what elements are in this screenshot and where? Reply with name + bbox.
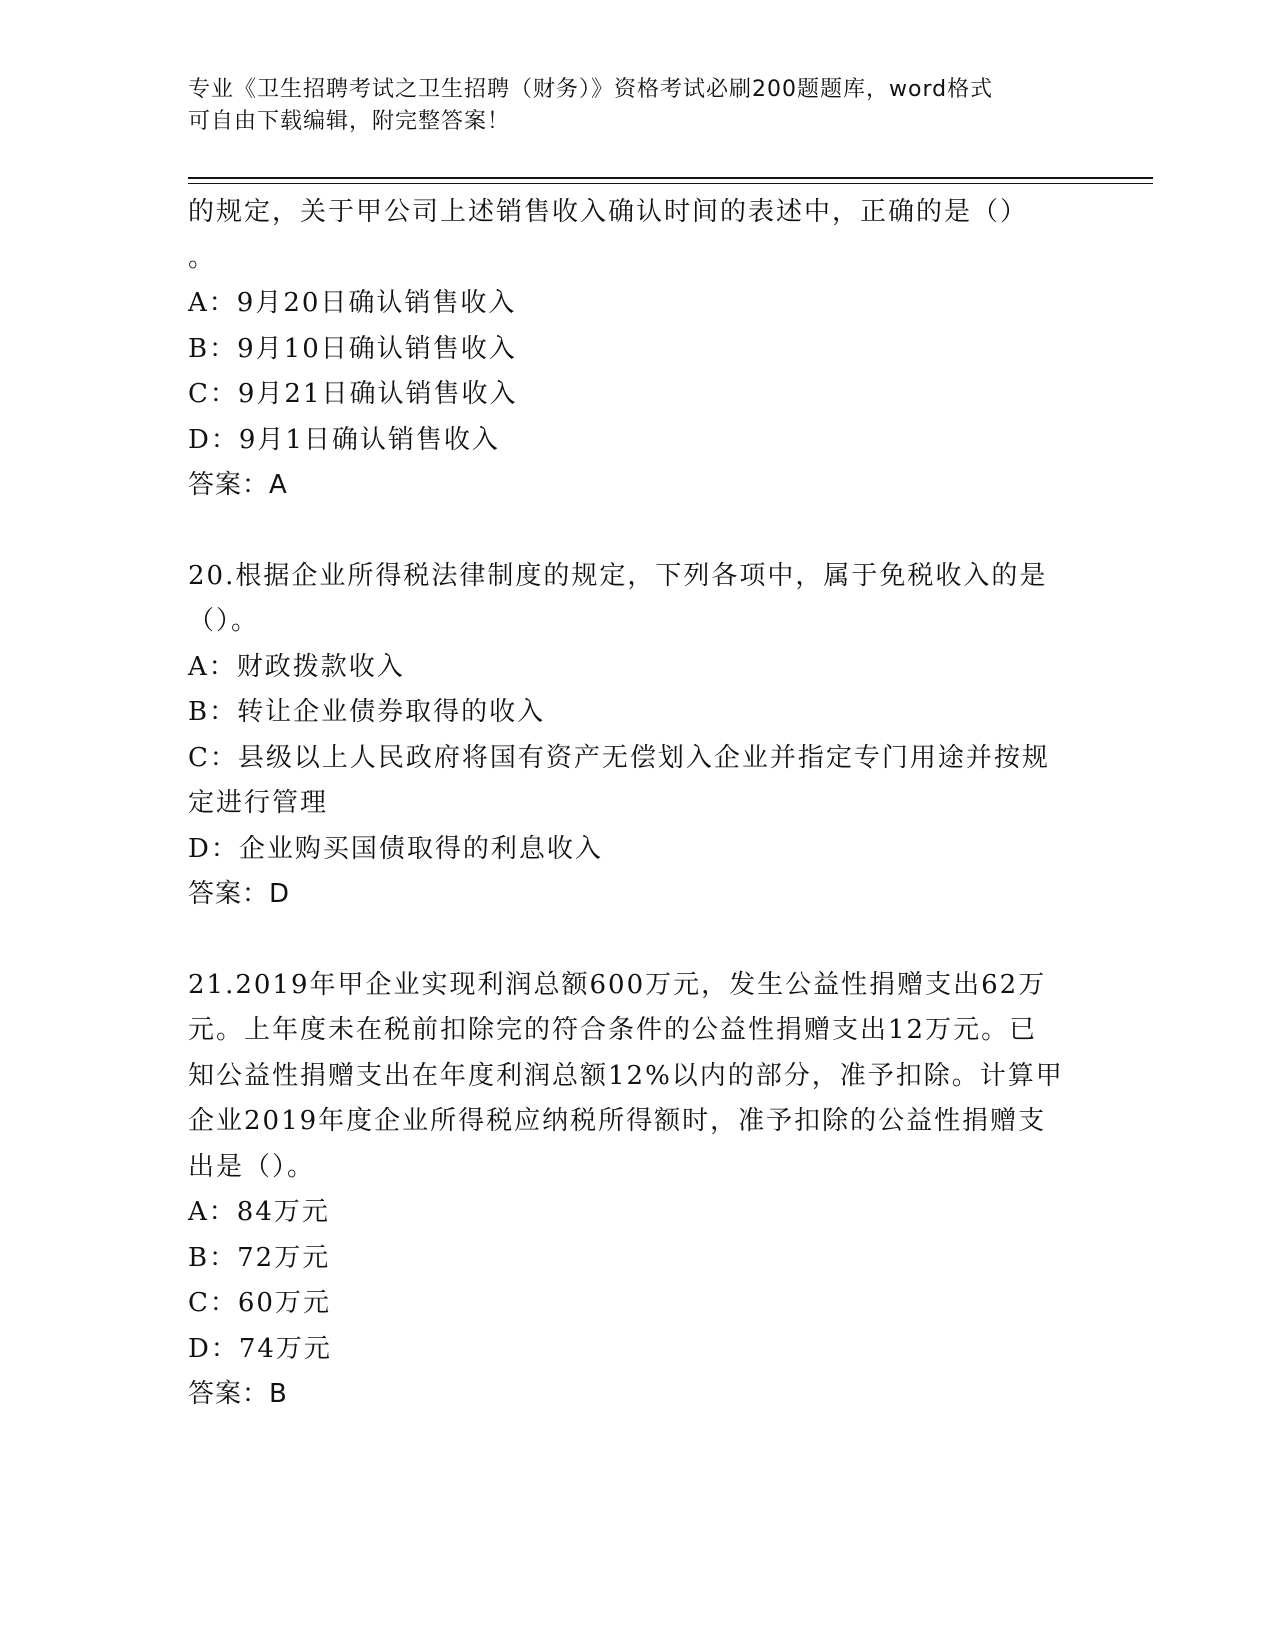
question-stem-line: （）。 — [188, 606, 260, 636]
option-c: C：县级以上人民政府将国有资产无偿划入企业并指定专门用途并按规 — [188, 742, 1050, 773]
header-divider-thick — [188, 177, 1153, 179]
header-line-1: 专业《卫生招聘考试之卫生招聘（财务）》资格考试必刷200题题库，word格式 — [188, 77, 994, 102]
question-stem-line: 的规定，关于甲公司上述销售收入确认时间的表述中，正确的是（） — [188, 197, 1029, 227]
question-stem-line: 21.2019年甲企业实现利润总额600万元，发生公益性捐赠支出62万 — [188, 969, 1047, 1000]
question-stem-line: 20.根据企业所得税法律制度的规定，下列各项中，属于免税收入的是 — [188, 560, 1048, 591]
answer-label: 答案：D — [188, 879, 291, 909]
page-header — [188, 74, 1088, 138]
question-stem-line: 知公益性捐赠支出在年度利润总额12%以内的部分，准予扣除。计算甲 — [188, 1060, 1064, 1091]
document-body — [188, 190, 1088, 1418]
option-b: B：72万元 — [188, 1242, 331, 1273]
answer-label: 答案：B — [188, 1379, 288, 1409]
option-d: D：企业购买国债取得的利息收入 — [188, 833, 603, 864]
header-line-2: 可自由下载编辑，附完整答案！ — [188, 109, 511, 134]
question-21 — [188, 963, 1088, 1418]
option-c-continued: 定进行管理 — [188, 788, 329, 818]
header-divider-thin — [188, 183, 1153, 184]
option-b: B：9月10日确认销售收入 — [188, 333, 517, 364]
question-stem-line: 出是（）。 — [188, 1151, 316, 1182]
question-stem-line: 企业2019年度企业所得税应纳税所得额时，准予扣除的公益性捐赠支 — [188, 1106, 1047, 1136]
option-a: A：财政拨款收入 — [188, 651, 405, 682]
question-19 — [188, 190, 1088, 509]
option-d: D：9月1日确认销售收入 — [188, 424, 500, 455]
option-c: C：9月21日确认销售收入 — [188, 379, 518, 409]
option-b: B：转让企业债券取得的收入 — [188, 697, 546, 727]
spacer — [188, 918, 1088, 963]
option-a: A：9月20日确认销售收入 — [188, 288, 517, 318]
option-d: D：74万元 — [188, 1333, 332, 1364]
answer-label: 答案：A — [188, 470, 288, 500]
option-c: C：60万元 — [188, 1288, 331, 1318]
option-a: A：84万元 — [188, 1197, 330, 1227]
question-stem-line: 。 — [188, 242, 217, 273]
question-20 — [188, 554, 1088, 918]
question-stem-line: 元。上年度未在税前扣除完的符合条件的公益性捐赠支出12万元。已 — [188, 1015, 1038, 1045]
spacer — [188, 509, 1088, 554]
